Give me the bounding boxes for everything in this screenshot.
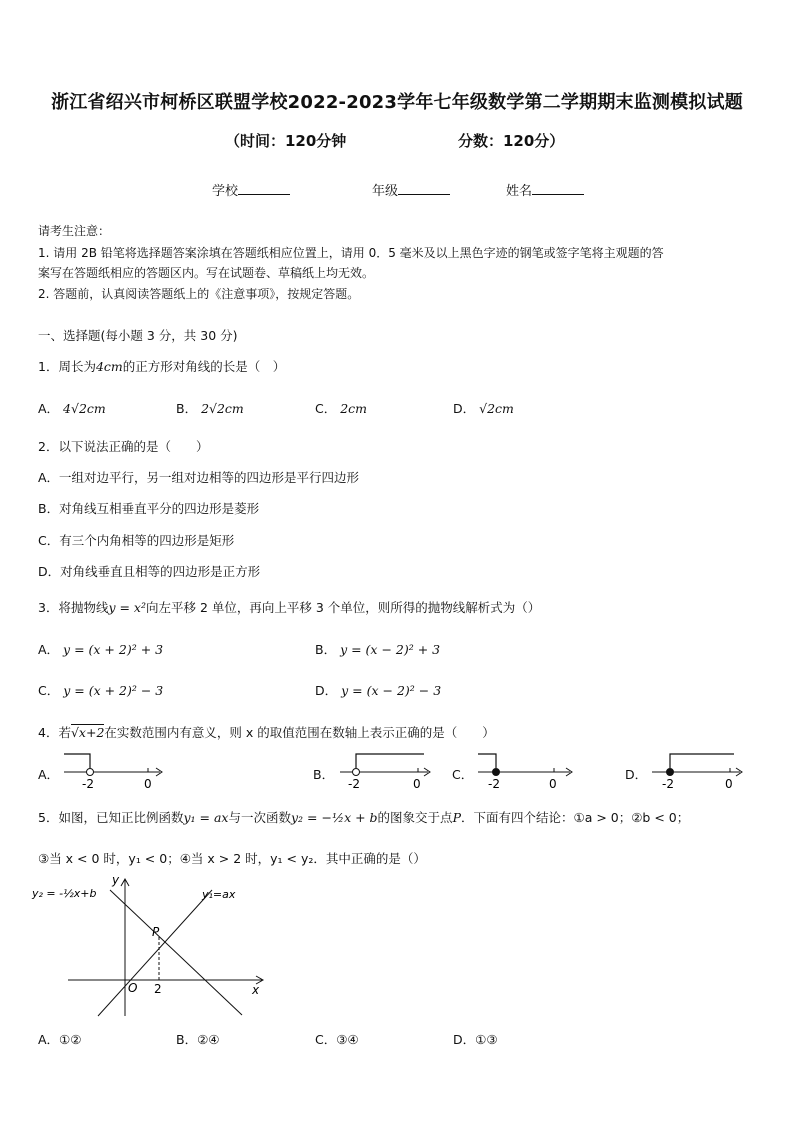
question-3 (38, 598, 540, 616)
q3-a-label: A． (38, 642, 60, 657)
grade-blank (398, 182, 450, 195)
q2-option-a[interactable]: A．一组对边平行，另一组对边相等的四边形是平行四边形 (38, 470, 360, 485)
q1-c-value: 2cm (340, 401, 368, 416)
q2-option-d[interactable]: D．对角线垂直且相等的四边形是正方形 (38, 564, 261, 579)
q4-d-tick-neg: -2 (662, 777, 674, 791)
q3-d-label: D． (315, 683, 338, 698)
q3-b-value: y = (x − 2)² + 3 (340, 642, 441, 657)
notice-item1-line2: 案写在答题纸相应的答题区内。写在试题卷、草稿纸上均无效。 (38, 266, 375, 280)
q1-d-label: D． (453, 401, 476, 416)
q4-numberline-d (648, 748, 748, 792)
q4-a-tick-zero: 0 (144, 777, 152, 791)
q5-f2: y₂ = −½x + b (290, 810, 378, 825)
name-field (506, 180, 584, 199)
q5-option-d[interactable]: D．①③ (453, 1032, 498, 1047)
school-label: 学校 (212, 184, 239, 199)
label-y2: y₂ = -½x+b (32, 887, 97, 900)
label-origin: O (128, 981, 138, 995)
q5-option-b[interactable]: B．②④ (176, 1032, 220, 1047)
q1-a-label: A． (38, 401, 60, 416)
q1-math: 4cm (95, 359, 123, 374)
question-5-line2: ③当 x < 0 时，y₁ < 0；④当 x > 2 时，y₁ < y₂．其中正确的是（） (38, 851, 426, 866)
notice-item1-line1: 1. 请用 2B 铅笔将选择题答案涂填在答题纸相应位置上，请用 0．5 毫米及以上黑色字迹的钢笔或签字笔将主观题的答 (38, 246, 664, 260)
school-field (212, 180, 290, 199)
q4-math: √x+2 (70, 725, 105, 740)
q1-d-value: √2cm (479, 401, 514, 416)
q5-mid: 与一次函数 (228, 810, 291, 825)
q4-b-tick-neg: -2 (348, 777, 360, 791)
school-blank (238, 182, 290, 195)
q1-option-b[interactable] (176, 399, 244, 417)
q3-stem-post: 向左平移 2 单位，再向上平移 3 个单位，则所得的抛物线解析式为（） (146, 600, 541, 615)
q4-a-tick-neg: -2 (82, 777, 94, 791)
q3-c-value: y = (x + 2)² − 3 (63, 683, 164, 698)
label-p: P (152, 925, 160, 939)
label-x: x (252, 983, 260, 997)
section-heading: 一、选择题(每小题 3 分，共 30 分) (38, 328, 238, 343)
q3-option-a[interactable] (38, 640, 163, 658)
q1-option-a[interactable] (38, 399, 106, 417)
q5-option-c[interactable]: C．③④ (315, 1032, 359, 1047)
q5-point-p: P (452, 810, 461, 825)
q5-pre: 5．如图，已知正比例函数 (38, 810, 184, 825)
question-4 (38, 723, 495, 741)
grade-field (372, 180, 450, 199)
q4-b-tick-zero: 0 (413, 777, 421, 791)
label-two: 2 (154, 982, 162, 996)
q3-option-b[interactable] (315, 640, 440, 658)
notice-heading: 请考生注意： (38, 224, 111, 238)
question-2: 2．以下说法正确的是（ ） (38, 439, 209, 454)
q4-c-tick-neg: -2 (488, 777, 500, 791)
q5-end: ．下面有四个结论：①a > 0；②b < 0； (460, 810, 690, 825)
question-5-line1 (38, 808, 689, 826)
q1-option-d[interactable] (453, 399, 514, 417)
q1-a-value: 4√2cm (63, 401, 106, 416)
q3-c-label: C． (38, 683, 60, 698)
name-label: 姓名 (506, 184, 533, 199)
q1-option-c[interactable] (315, 399, 367, 417)
q4-numberline-b (336, 748, 436, 792)
exam-title: 浙江省绍兴市柯桥区联盟学校2022-2023学年七年级数学第二学期期末监测模拟试题 (51, 92, 743, 113)
q5-post: 的图象交于点 (377, 810, 453, 825)
q2-option-b[interactable]: B．对角线互相垂直平分的四边形是菱形 (38, 501, 260, 516)
q4-stem-post: 在实数范围内有意义，则 x 的取值范围在数轴上表示正确的是（ ） (104, 725, 495, 740)
q4-stem-pre: 4．若 (38, 725, 71, 740)
q4-option-c[interactable]: C． (452, 767, 474, 782)
q4-numberline-c (474, 748, 578, 792)
score-label: 分数：120分） (458, 132, 565, 150)
q3-a-value: y = (x + 2)² + 3 (63, 642, 164, 657)
q1-b-value: 2√2cm (201, 401, 244, 416)
q3-b-label: B． (315, 642, 337, 657)
question-1 (38, 357, 285, 375)
name-blank (532, 182, 584, 195)
line-y2 (110, 890, 242, 1015)
q5-f1: y₁ = ax (183, 810, 229, 825)
q4-option-d[interactable]: D． (625, 767, 648, 782)
q3-option-c[interactable] (38, 681, 163, 699)
q1-stem-pre: 1．周长为 (38, 359, 96, 374)
label-y1: y₁=ax (202, 888, 236, 901)
q4-option-a[interactable]: A． (38, 767, 60, 782)
q4-numberline-a (60, 748, 170, 792)
grade-label: 年级 (372, 184, 399, 199)
time-label: （时间：120分钟 (225, 132, 347, 150)
q4-d-tick-zero: 0 (725, 777, 733, 791)
q4-option-b[interactable]: B． (313, 767, 335, 782)
q1-b-label: B． (176, 401, 198, 416)
notice-item2: 2. 答题前，认真阅读答题纸上的《注意事项》，按规定答题。 (38, 287, 360, 301)
q1-stem-post: 的正方形对角线的长是（ ） (122, 359, 286, 374)
q5-graph (30, 870, 280, 1020)
q3-option-d[interactable] (315, 681, 441, 699)
q2-option-c[interactable]: C．有三个内角相等的四边形是矩形 (38, 533, 235, 548)
q3-d-value: y = (x − 2)² − 3 (341, 683, 442, 698)
q1-c-label: C． (315, 401, 337, 416)
line-y1 (98, 890, 212, 1016)
q3-math: y = x² (108, 600, 146, 615)
label-y: y (112, 873, 120, 887)
q5-option-a[interactable]: A．①② (38, 1032, 82, 1047)
q3-stem-pre: 3．将抛物线 (38, 600, 109, 615)
q4-c-tick-zero: 0 (549, 777, 557, 791)
